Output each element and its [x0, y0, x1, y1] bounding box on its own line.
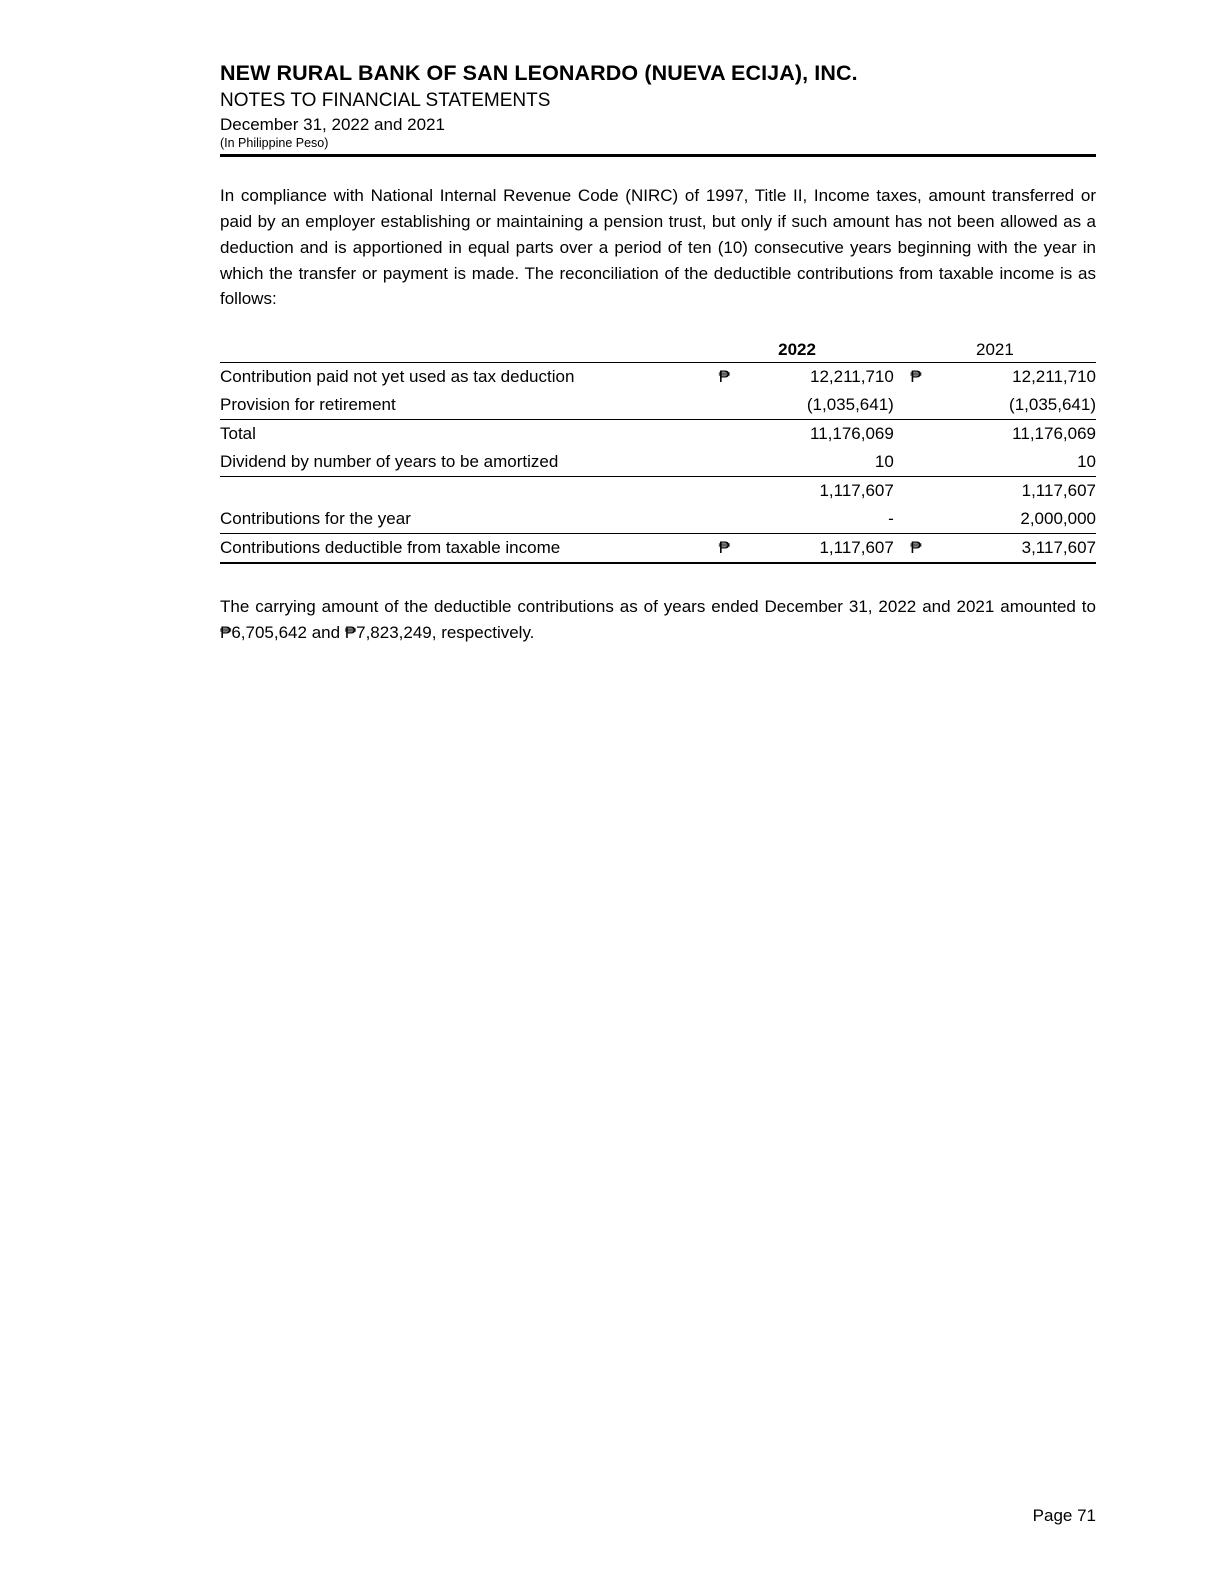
- row-currency-2021: [894, 420, 938, 449]
- column-header-blank: [220, 340, 702, 363]
- row-currency-2022: ₱: [702, 363, 746, 392]
- row-label: [220, 477, 702, 506]
- carrying-amount-paragraph: The carrying amount of the deductible contributions as of years ended December 31, 2022 and 2021 amounted to ₱6,705,642 and ₱7,823,249, respectively.: [220, 597, 1096, 643]
- statement-title: NOTES TO FINANCIAL STATEMENTS: [220, 89, 551, 111]
- row-currency-2021: ₱: [894, 363, 938, 392]
- row-currency-2022: [702, 448, 746, 477]
- row-value-2021: 10: [938, 448, 1096, 477]
- row-value-2021: 1,117,607: [1021, 481, 1096, 501]
- row-label: Contributions deductible from taxable income: [220, 534, 702, 564]
- row-currency-2021: [894, 505, 938, 534]
- row-value-2022: 12,211,710: [746, 363, 893, 392]
- row-label: Contribution paid not yet used as tax deduction: [220, 363, 702, 392]
- row-value-2022: 1,117,607: [819, 481, 894, 501]
- reconciliation-table: [220, 340, 1096, 564]
- row-label: Contributions for the year: [220, 505, 702, 534]
- intro-paragraph: In compliance with National Internal Revenue Code (NIRC) of 1997, Title II, Income taxes, amount transferred or paid by an employer establishing or maintaining a pension trust, but only if such amount has not been allowed as a deduction and is apportioned in equal parts over a period of ten (10) consecutive years beginning with the year in which the transfer or payment is made. The reconciliation of the deductible contributions from taxable income is as follows:: [220, 186, 1096, 309]
- row-value-2022: 10: [746, 448, 893, 477]
- row-value-2022: 1,117,607: [746, 534, 893, 564]
- header-divider: [220, 154, 1096, 157]
- row-label: Provision for retirement: [220, 391, 702, 420]
- row-currency-2021: [894, 391, 938, 420]
- table-row: [220, 363, 1096, 392]
- row-currency-2022: [702, 477, 746, 506]
- row-value-2021: 12,211,710: [938, 363, 1096, 392]
- statement-period: December 31, 2022 and 2021: [220, 114, 445, 134]
- row-currency-2022: [702, 391, 746, 420]
- page-title: NEW RURAL BANK OF SAN LEONARDO (NUEVA ECIJA), INC.: [220, 61, 858, 85]
- row-label: Total: [220, 424, 256, 444]
- table-header-row: [220, 340, 1096, 363]
- row-value-2022: (1,035,641): [746, 391, 893, 420]
- table-row: [220, 477, 1096, 506]
- row-value-2022: 11,176,069: [810, 424, 894, 444]
- reconciliation-table-wrapper: [220, 340, 1096, 564]
- row-value-2021: (1,035,641): [938, 391, 1096, 420]
- row-currency-2022: [702, 420, 746, 449]
- row-currency-2021: [894, 448, 938, 477]
- row-value-2021: 2,000,000: [938, 505, 1096, 534]
- column-header-2022: 2022: [778, 340, 816, 360]
- column-header-2021: 2021: [976, 340, 1014, 360]
- table-row: [220, 505, 1096, 534]
- page-content: [220, 60, 1096, 646]
- row-label: Dividend by number of years to be amortized: [220, 448, 702, 477]
- table-row: [220, 448, 1096, 477]
- row-value-2021: 11,176,069: [1012, 424, 1096, 444]
- table-row: [220, 420, 1096, 449]
- row-value-2022: -: [746, 505, 893, 534]
- row-currency-2022: ₱: [702, 534, 746, 564]
- row-value-2021: 3,117,607: [938, 534, 1096, 564]
- currency-note: (In Philippine Peso): [220, 136, 329, 151]
- row-currency-2022: [702, 505, 746, 534]
- table-row: [220, 534, 1096, 564]
- table-row: [220, 391, 1096, 420]
- row-currency-2021: ₱: [894, 534, 938, 564]
- row-currency-2021: [894, 477, 938, 506]
- page-number: Page 71: [1032, 1506, 1096, 1525]
